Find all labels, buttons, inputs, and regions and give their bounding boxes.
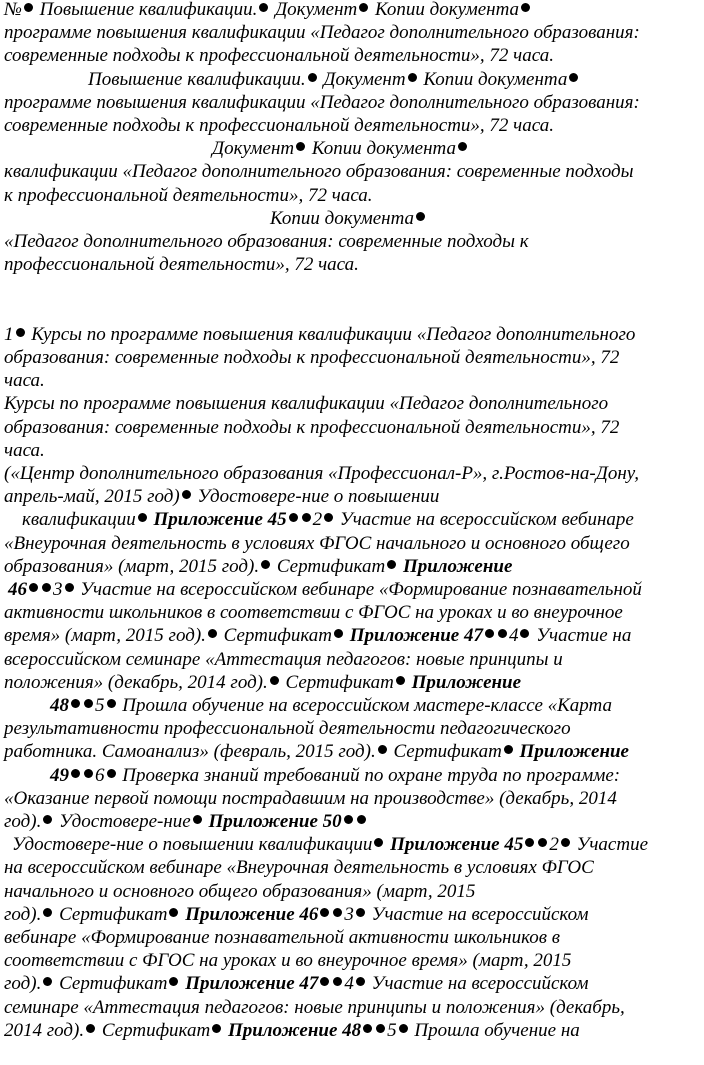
text-fragment: положения» (декабрь, 2014 год).: [4, 671, 268, 693]
text-fragment: часа.: [4, 370, 45, 392]
text-line: [4, 91, 640, 114]
text-fragment: Участие: [571, 834, 649, 856]
appendix-ref: 49: [50, 764, 69, 786]
bullet-icon: [334, 629, 343, 638]
text-line: [4, 972, 589, 995]
text-line: [4, 740, 629, 763]
bullet-icon: [458, 142, 467, 151]
text-line: [4, 160, 633, 183]
text-line: [4, 717, 571, 740]
bullet-icon: [333, 908, 342, 917]
bullet-icon: [399, 1024, 408, 1033]
bullet-icon: [86, 1024, 95, 1033]
text-fragment: современные подходы к профессиональной деятельности», 72 часа.: [4, 45, 554, 67]
text-line: [4, 346, 619, 369]
bullet-icon: [308, 73, 317, 82]
text-fragment: время» (март, 2015 год).: [4, 625, 206, 647]
text-fragment: образования: современные подходы к профессиональной деятельности», 72: [4, 347, 620, 368]
appendix-ref: Приложение 47: [185, 973, 319, 995]
text-fragment: Повышение квалификации.: [88, 68, 306, 90]
text-fragment: программе повышения квалификации «Педагог дополнительного образования:: [4, 22, 640, 44]
bullet-icon: [324, 513, 333, 522]
text-line: [4, 184, 373, 207]
text-fragment: образования: современные подходы к профессиональной деятельности», 72: [4, 416, 620, 438]
bullet-icon: [65, 583, 74, 592]
text-fragment: квалификации «Педагог дополнительного образования: современные подходы: [4, 161, 634, 183]
text-line: [4, 323, 635, 346]
appendix-ref: Приложение 47: [349, 625, 483, 647]
text-fragment: Копии документа: [370, 0, 520, 20]
bullet-icon: [107, 769, 116, 778]
text-fragment: семинаре «Аттестация педагогов: новые принципы и положения» (декабрь,: [4, 996, 625, 1018]
bullet-icon: [416, 212, 425, 221]
appendix-ref: Приложение 45: [390, 834, 524, 856]
text-fragment: 5: [387, 1019, 397, 1041]
text-fragment: Документ: [318, 68, 406, 90]
text-line: [4, 21, 640, 44]
bullet-icon: [320, 908, 329, 917]
text-line: [4, 880, 475, 903]
text-line: [4, 578, 642, 601]
bullet-icon: [396, 676, 405, 685]
appendix-ref: Приложение: [519, 741, 629, 763]
text-fragment: начального и основного общего образования» (март, 2015: [4, 880, 476, 902]
bullet-icon: [378, 745, 387, 754]
bullet-icon: [259, 3, 268, 12]
text-fragment: 3: [344, 903, 354, 925]
text-line: [4, 926, 560, 949]
bullet-icon: [333, 977, 342, 986]
text-fragment: Участие на всероссийском вебинаре «Формирование познавательной: [75, 579, 642, 600]
text-line: [4, 532, 630, 555]
bullet-icon: [212, 1024, 221, 1033]
text-line: [4, 648, 563, 671]
text-fragment: к профессиональной деятельности», 72 часа.: [4, 184, 373, 206]
bullet-icon: [138, 513, 147, 522]
text-fragment: Сертификат: [280, 671, 394, 693]
bullet-icon: [344, 815, 353, 824]
text-fragment: Сертификат: [54, 903, 168, 925]
text-fragment: Сертификат: [97, 1019, 211, 1041]
text-line: [4, 392, 608, 415]
text-line: [4, 416, 619, 439]
text-fragment: 2014 год).: [4, 1019, 85, 1041]
text-fragment: активности школьников в соответствии с ФГОС на уроках и во внеурочное: [4, 602, 623, 624]
text-line: [4, 137, 469, 160]
text-line: [4, 44, 554, 67]
text-fragment: профессиональной деятельности», 72 часа.: [4, 254, 359, 276]
appendix-ref: 48: [50, 695, 69, 716]
text-fragment: 3: [53, 579, 63, 600]
text-fragment: («Центр дополнительного образования «Профессионал-Р», г.Ростов-на-Дону,: [4, 463, 639, 484]
bullet-icon: [296, 142, 305, 151]
bullet-icon: [359, 3, 368, 12]
bullet-icon: [43, 908, 52, 917]
bullet-icon: [374, 838, 383, 847]
text-line: [4, 671, 521, 694]
bullet-icon: [169, 908, 178, 917]
text-fragment: Сертификат: [388, 741, 502, 763]
bullet-icon: [498, 629, 507, 638]
bullet-icon: [43, 977, 52, 986]
text-fragment: «Оказание первой помощи пострадавшим на производстве» (декабрь, 2014: [4, 787, 617, 809]
bullet-icon: [42, 583, 51, 592]
text-line: [4, 508, 634, 531]
text-fragment: №: [4, 0, 22, 20]
text-line: [4, 555, 512, 578]
text-fragment: год).: [4, 903, 42, 925]
bullet-icon: [84, 699, 93, 708]
text-fragment: Проверка знаний требований по охране труда по программе:: [117, 764, 621, 786]
appendix-ref: Приложение: [402, 555, 513, 577]
text-fragment: Участие на всероссийском: [366, 973, 589, 995]
text-fragment: Прошла обучение на: [409, 1019, 580, 1041]
text-fragment: Документ: [270, 0, 358, 20]
bullet-icon: [520, 629, 529, 638]
text-fragment: 5: [95, 695, 105, 716]
text-line: [4, 485, 439, 508]
text-fragment: Копии документа: [270, 207, 415, 229]
appendix-ref: Приложение: [411, 671, 522, 693]
bullet-icon: [485, 629, 494, 638]
text-line: [4, 903, 589, 926]
text-fragment: Сертификат: [272, 555, 386, 577]
text-fragment: «Внеурочная деятельность в условиях ФГОС начального и основного общего: [4, 532, 630, 554]
text-fragment: результативности профессиональной деятельности педагогического: [4, 718, 571, 740]
bullet-icon: [504, 745, 513, 754]
bullet-icon: [289, 513, 298, 522]
bullet-icon: [71, 769, 80, 778]
text-fragment: Участие на: [531, 625, 632, 647]
text-line: [4, 439, 45, 462]
text-fragment: соответствии с ФГОС на уроках и во внеурочное время» (март, 2015: [4, 950, 572, 972]
bullet-icon: [569, 73, 578, 82]
text-fragment: всероссийском семинаре «Аттестация педагогов: новые принципы и: [4, 648, 563, 670]
text-fragment: Копии документа: [418, 68, 568, 90]
text-line: [4, 462, 639, 485]
bullet-icon: [24, 3, 33, 12]
bullet-icon: [561, 838, 570, 847]
text-line: [4, 833, 648, 856]
text-line: [4, 369, 45, 392]
bullet-icon: [261, 560, 270, 569]
text-fragment: Участие на всероссийском: [366, 903, 589, 925]
text-fragment: 2: [549, 834, 559, 856]
text-line: [4, 1019, 580, 1042]
appendix-ref: Приложение 50: [208, 811, 342, 832]
bullet-icon: [107, 699, 116, 708]
appendix-ref: 46: [8, 579, 27, 600]
text-fragment: Участие на всероссийском вебинаре: [335, 509, 634, 531]
bullet-icon: [356, 977, 365, 986]
bullet-icon: [357, 815, 366, 824]
text-fragment: на всероссийском вебинаре «Внеурочная деятельность в условиях ФГОС: [4, 857, 594, 879]
text-fragment: работника. Самоанализ» (февраль, 2015 год).: [4, 741, 376, 763]
text-line: [4, 114, 554, 137]
text-line: [4, 694, 612, 717]
text-fragment: Сертификат: [218, 625, 333, 647]
text-fragment: год).: [4, 811, 42, 832]
bullet-icon: [43, 815, 52, 824]
bullet-icon: [521, 3, 530, 12]
bullet-icon: [376, 1024, 385, 1033]
text-fragment: Копии документа: [307, 138, 456, 160]
text-fragment: программе повышения квалификации «Педагог дополнительного образования:: [4, 91, 640, 113]
bullet-icon: [270, 676, 279, 685]
text-line: [4, 810, 368, 833]
text-line: [4, 996, 625, 1019]
text-fragment: 6: [95, 764, 105, 786]
text-line: [4, 764, 620, 787]
appendix-ref: Приложение 48: [227, 1019, 362, 1041]
bullet-icon: [525, 838, 534, 847]
text-fragment: 4: [344, 973, 354, 995]
text-fragment: современные подходы к профессиональной деятельности», 72 часа.: [4, 115, 554, 136]
text-fragment: 1: [4, 323, 14, 345]
text-fragment: Документ: [212, 138, 295, 160]
text-line: [4, 787, 617, 810]
text-fragment: Курсы по программе повышения квалификации «Педагог дополнительного: [26, 323, 636, 345]
text-fragment: 2: [312, 509, 323, 531]
text-fragment: Курсы по программе повышения квалификации «Педагог дополнительного: [4, 393, 609, 415]
text-line: [4, 0, 532, 21]
text-fragment: апрель-май, 2015 год): [4, 486, 180, 508]
bullet-icon: [356, 908, 365, 917]
text-fragment: 4: [508, 625, 519, 647]
bullet-icon: [29, 583, 38, 592]
text-line: [4, 856, 594, 879]
bullet-icon: [408, 73, 417, 82]
text-fragment: часа.: [4, 439, 45, 461]
bullet-icon: [302, 513, 311, 522]
text-fragment: квалификации: [22, 509, 136, 531]
bullet-icon: [71, 699, 80, 708]
bullet-icon: [16, 328, 25, 337]
text-fragment: образования» (март, 2015 год).: [4, 555, 260, 577]
text-fragment: Удостовере-ние о повышении квалификации: [12, 834, 373, 856]
bullet-icon: [84, 769, 93, 778]
text-line: [4, 230, 529, 253]
text-fragment: вебинаре «Формирование познавательной активности школьников в: [4, 927, 561, 948]
text-fragment: год).: [4, 973, 42, 995]
text-fragment: «Педагог дополнительного образования: современные подходы к: [4, 231, 529, 252]
text-fragment: Удостовере-ние о повышении: [192, 486, 440, 508]
text-line: [4, 624, 631, 647]
text-fragment: Повышение квалификации.: [34, 0, 258, 20]
bullet-icon: [538, 838, 547, 847]
appendix-ref: Приложение 45: [153, 509, 287, 531]
text-line: [4, 949, 571, 972]
text-fragment: Сертификат: [54, 973, 168, 995]
bullet-icon: [363, 1024, 372, 1033]
text-line: [4, 68, 580, 91]
bullet-icon: [169, 977, 178, 986]
bullet-icon: [387, 560, 396, 569]
text-line: [4, 207, 427, 230]
appendix-ref: Приложение 46: [185, 903, 319, 925]
text-fragment: Удостовере-ние: [54, 811, 191, 832]
bullet-icon: [208, 629, 217, 638]
text-line: [4, 253, 359, 276]
bullet-icon: [182, 490, 191, 499]
bullet-icon: [193, 815, 202, 824]
text-line: [4, 601, 623, 624]
bullet-icon: [320, 977, 329, 986]
text-fragment: Прошла обучение на всероссийском мастере-классе «Карта: [117, 695, 612, 716]
